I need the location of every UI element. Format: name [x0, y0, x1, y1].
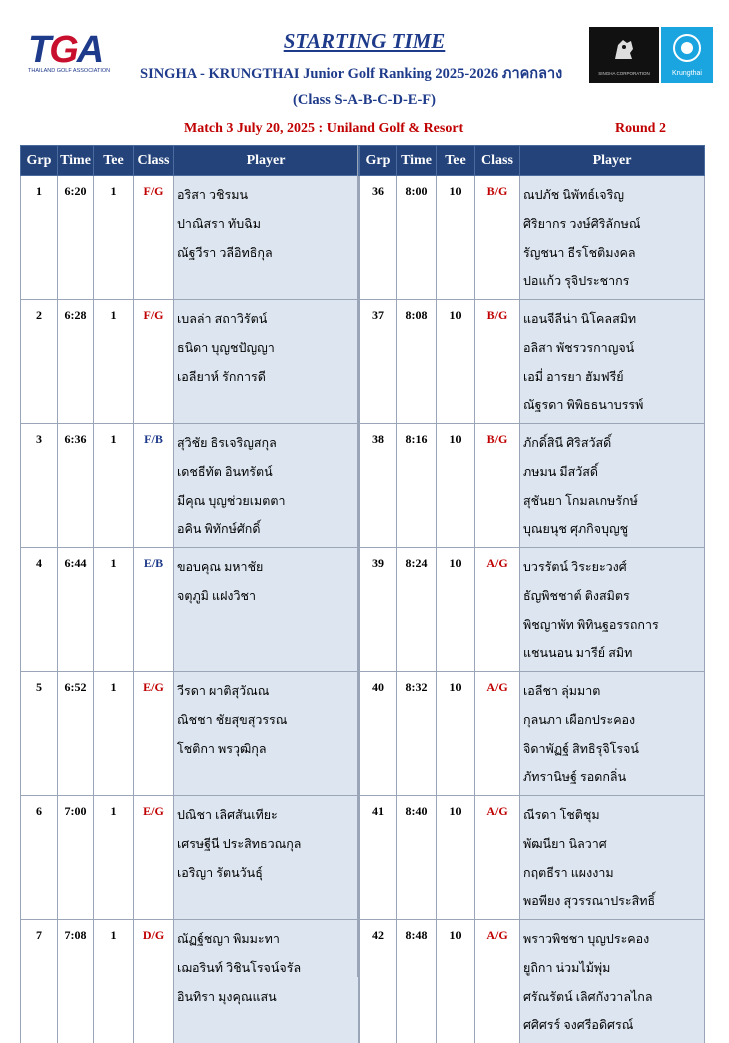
player-list: [174, 300, 359, 424]
tee-time: 8:00: [397, 176, 437, 300]
player-name: สุชันยา โกมลเกษรักษ์: [523, 487, 704, 516]
group-number: 37: [360, 300, 397, 424]
singha-logo: [589, 27, 659, 83]
tee-number: 1: [94, 176, 134, 300]
player-name: พิชญาพัท พิทินฐอรรถการ: [523, 611, 704, 640]
player-name: ปอแก้ว รุจิประชากร: [523, 267, 704, 296]
player-name: ปณิชา เลิศสันเทียะ: [177, 801, 358, 830]
player-name: เอมี่ อารยา ฮัมฟรีย์: [523, 363, 704, 392]
player-name: เอลีชา ลุ่มมาต: [523, 677, 704, 706]
player-name: อริสา วชิรมน: [177, 181, 358, 210]
group-number: 2: [21, 300, 58, 424]
player-name: จตุภูมิ แฝงวิชา: [177, 582, 358, 611]
group-row: [360, 796, 705, 920]
tee-time: 6:20: [58, 176, 94, 300]
match-info: Match 3 July 20, 2025 : Uniland Golf & Resort: [184, 121, 463, 137]
player-name: ณปภัช นิพัทธ์เจริญ: [523, 181, 704, 210]
player-name: ภักดิ์สินี ศิริสวัสดิ์: [523, 429, 704, 458]
group-number: 7: [21, 920, 58, 1043]
tournament-subtitle: SINGHA - KRUNGTHAI Junior Golf Ranking 2025-2026 ภาคกลาง: [140, 62, 562, 85]
col-class-header: Class: [134, 146, 174, 176]
class-code: B/G: [475, 176, 520, 300]
table-header-row: [360, 146, 705, 176]
player-list: [174, 424, 359, 548]
player-name: ศรัณรัตน์ เลิศกังวาลไกล: [523, 983, 704, 1012]
page-title: STARTING TIME: [0, 29, 729, 54]
group-number: 1: [21, 176, 58, 300]
tee-time: 8:08: [397, 300, 437, 424]
tee-time: 6:36: [58, 424, 94, 548]
group-number: 5: [21, 672, 58, 796]
group-row: [21, 176, 359, 300]
group-row: [360, 920, 705, 1043]
tee-time: 8:16: [397, 424, 437, 548]
player-name: อินทิรา มุงคุณแสน: [177, 983, 358, 1012]
tee-time: 8:48: [397, 920, 437, 1043]
player-name: แชนนอน มารีย์ สมิท: [523, 639, 704, 668]
group-number: 39: [360, 548, 397, 672]
col-grp-header: Grp: [360, 146, 397, 176]
tee-time: 7:00: [58, 796, 94, 920]
player-list: [520, 672, 705, 796]
tee-time: 8:32: [397, 672, 437, 796]
group-row: [21, 424, 359, 548]
tee-number: 1: [94, 424, 134, 548]
player-list: [520, 424, 705, 548]
tee-number: 10: [437, 672, 475, 796]
tga-logo-subtext: THAILAND GOLF ASSOCIATION: [28, 68, 110, 74]
class-code: A/G: [475, 548, 520, 672]
tee-number: 10: [437, 300, 475, 424]
player-name: เอริญา รัตนวันธุ์: [177, 859, 358, 888]
lion-emblem-icon: [609, 35, 639, 65]
player-name: ปาณิสรา ทับฉิม: [177, 210, 358, 239]
player-name: เดชธีทัต อินทรัตน์: [177, 458, 358, 487]
player-name: ธนิดา บุญชปัญญา: [177, 334, 358, 363]
group-row: [360, 300, 705, 424]
player-name: พัฒนียา นิลวาศ: [523, 830, 704, 859]
group-number: 4: [21, 548, 58, 672]
player-name: อคิน พิทักษ์ศักดิ์: [177, 515, 358, 544]
player-name: ธัญพิชชาต์ ติงสมิตร: [523, 582, 704, 611]
tee-time: 6:44: [58, 548, 94, 672]
player-name: รัญชนา ธีรโชติมงคล: [523, 239, 704, 268]
player-name: บุณยนุช ศุภกิจบุญชู: [523, 515, 704, 544]
class-code: A/G: [475, 672, 520, 796]
player-list: [520, 300, 705, 424]
tee-number: 1: [94, 920, 134, 1043]
player-list: [174, 176, 359, 300]
group-row: [360, 424, 705, 548]
class-code: F/G: [134, 176, 174, 300]
player-name: ณัฐวีรา วลีอิทธิกุล: [177, 239, 358, 268]
player-list: [174, 548, 359, 672]
class-code: B/G: [475, 300, 520, 424]
player-list: [174, 920, 359, 1043]
group-row: [21, 672, 359, 796]
player-name: ยูถิกา น่วมไม้พุ่ม: [523, 954, 704, 983]
tee-time: 7:08: [58, 920, 94, 1043]
player-name: สุวิชัย ธิรเจริญสกุล: [177, 429, 358, 458]
table-header-row: [21, 146, 359, 176]
starting-table-right: [359, 145, 705, 1043]
group-row: [21, 920, 359, 1043]
player-name: กฤตธีรา แผงงาม: [523, 859, 704, 888]
starting-table-left: [20, 145, 359, 1043]
player-list: [520, 920, 705, 1043]
tee-number: 10: [437, 548, 475, 672]
group-number: 41: [360, 796, 397, 920]
player-name: จิดาพัฏฐ์ สิทธิรุจิโรจน์: [523, 735, 704, 764]
table-divider: [357, 145, 358, 977]
tee-time: 8:40: [397, 796, 437, 920]
tee-time: 6:52: [58, 672, 94, 796]
tee-number: 10: [437, 920, 475, 1043]
player-name: ภษมน มีสวัสดิ์: [523, 458, 704, 487]
class-code: A/G: [475, 796, 520, 920]
group-row: [360, 672, 705, 796]
player-name: ภัทรานิษฐ์ รอดกลิ่น: [523, 763, 704, 792]
class-code: E/G: [134, 796, 174, 920]
group-row: [21, 548, 359, 672]
tee-time: 6:28: [58, 300, 94, 424]
player-name: เอลียาห์ รักการดี: [177, 363, 358, 392]
group-row: [21, 796, 359, 920]
player-name: พอพียง สุวรรณาประสิทธิ์: [523, 887, 704, 916]
player-name: ขอบคุณ มหาชัย: [177, 553, 358, 582]
group-row: [21, 300, 359, 424]
player-name: ณัฐรดา พิพิธธนาบรรพ์: [523, 391, 704, 420]
player-name: ศศิศรร์ จงศรีอดิศรณ์: [523, 1011, 704, 1040]
col-time-header: Time: [58, 146, 94, 176]
tee-time: 8:24: [397, 548, 437, 672]
class-code: F/G: [134, 300, 174, 424]
class-code: B/G: [475, 424, 520, 548]
class-code: A/G: [475, 920, 520, 1043]
player-name: โชติกา พรวุฒิกุล: [177, 735, 358, 764]
player-name: อลิสา พัชรวรกาญจน์: [523, 334, 704, 363]
player-name: เฌอรินท์ วิชินโรจน์จรัล: [177, 954, 358, 983]
player-name: เบลล่า สถาวิรัตน์: [177, 305, 358, 334]
player-list: [174, 672, 359, 796]
col-player-header: Player: [174, 146, 359, 176]
group-number: 40: [360, 672, 397, 796]
group-number: 6: [21, 796, 58, 920]
tga-logo-text: TGA: [28, 30, 102, 70]
col-tee-header: Tee: [437, 146, 475, 176]
group-row: [360, 176, 705, 300]
player-name: ณัฏฐ์ชญา พิมมะทา: [177, 925, 358, 954]
col-time-header: Time: [397, 146, 437, 176]
class-code: F/B: [134, 424, 174, 548]
col-tee-header: Tee: [94, 146, 134, 176]
tee-number: 1: [94, 300, 134, 424]
tee-number: 1: [94, 672, 134, 796]
player-name: มีคุณ บุญช่วยเมตตา: [177, 487, 358, 516]
col-player-header: Player: [520, 146, 705, 176]
group-number: 3: [21, 424, 58, 548]
player-name: กุลนภา เผือกประคอง: [523, 706, 704, 735]
class-list: (Class S-A-B-C-D-E-F): [0, 92, 729, 109]
krungthai-emblem-icon: [672, 33, 702, 63]
tee-number: 1: [94, 796, 134, 920]
player-name: ศิริยากร วงษ์ศิริลักษณ์: [523, 210, 704, 239]
round-label: Round 2: [615, 121, 666, 137]
tee-number: 10: [437, 796, 475, 920]
group-number: 38: [360, 424, 397, 548]
singha-logo-text: SINGHA CORPORATION: [589, 71, 659, 76]
col-class-header: Class: [475, 146, 520, 176]
tee-number: 10: [437, 176, 475, 300]
col-grp-header: Grp: [21, 146, 58, 176]
player-list: [520, 176, 705, 300]
krungthai-logo: [661, 27, 713, 83]
player-name: ณีรดา โชติชุม: [523, 801, 704, 830]
player-name: บวรรัตน์ วิระยะวงศ์: [523, 553, 704, 582]
player-name: แอนจีลีน่า นิโคลสมิท: [523, 305, 704, 334]
player-list: [520, 796, 705, 920]
tee-number: 1: [94, 548, 134, 672]
class-code: E/B: [134, 548, 174, 672]
tee-number: 10: [437, 424, 475, 548]
player-list: [174, 796, 359, 920]
group-number: 42: [360, 920, 397, 1043]
krungthai-logo-text: Krungthai: [661, 70, 713, 77]
player-name: พราวพิชชา บุญประคอง: [523, 925, 704, 954]
player-name: ณิชชา ชัยสุขสุวรรณ: [177, 706, 358, 735]
group-number: 36: [360, 176, 397, 300]
player-name: เศรษฐีนี ประสิทธวณกุล: [177, 830, 358, 859]
class-code: E/G: [134, 672, 174, 796]
class-code: D/G: [134, 920, 174, 1043]
player-list: [520, 548, 705, 672]
group-row: [360, 548, 705, 672]
player-name: วีรดา ผาติสุวัณณ: [177, 677, 358, 706]
